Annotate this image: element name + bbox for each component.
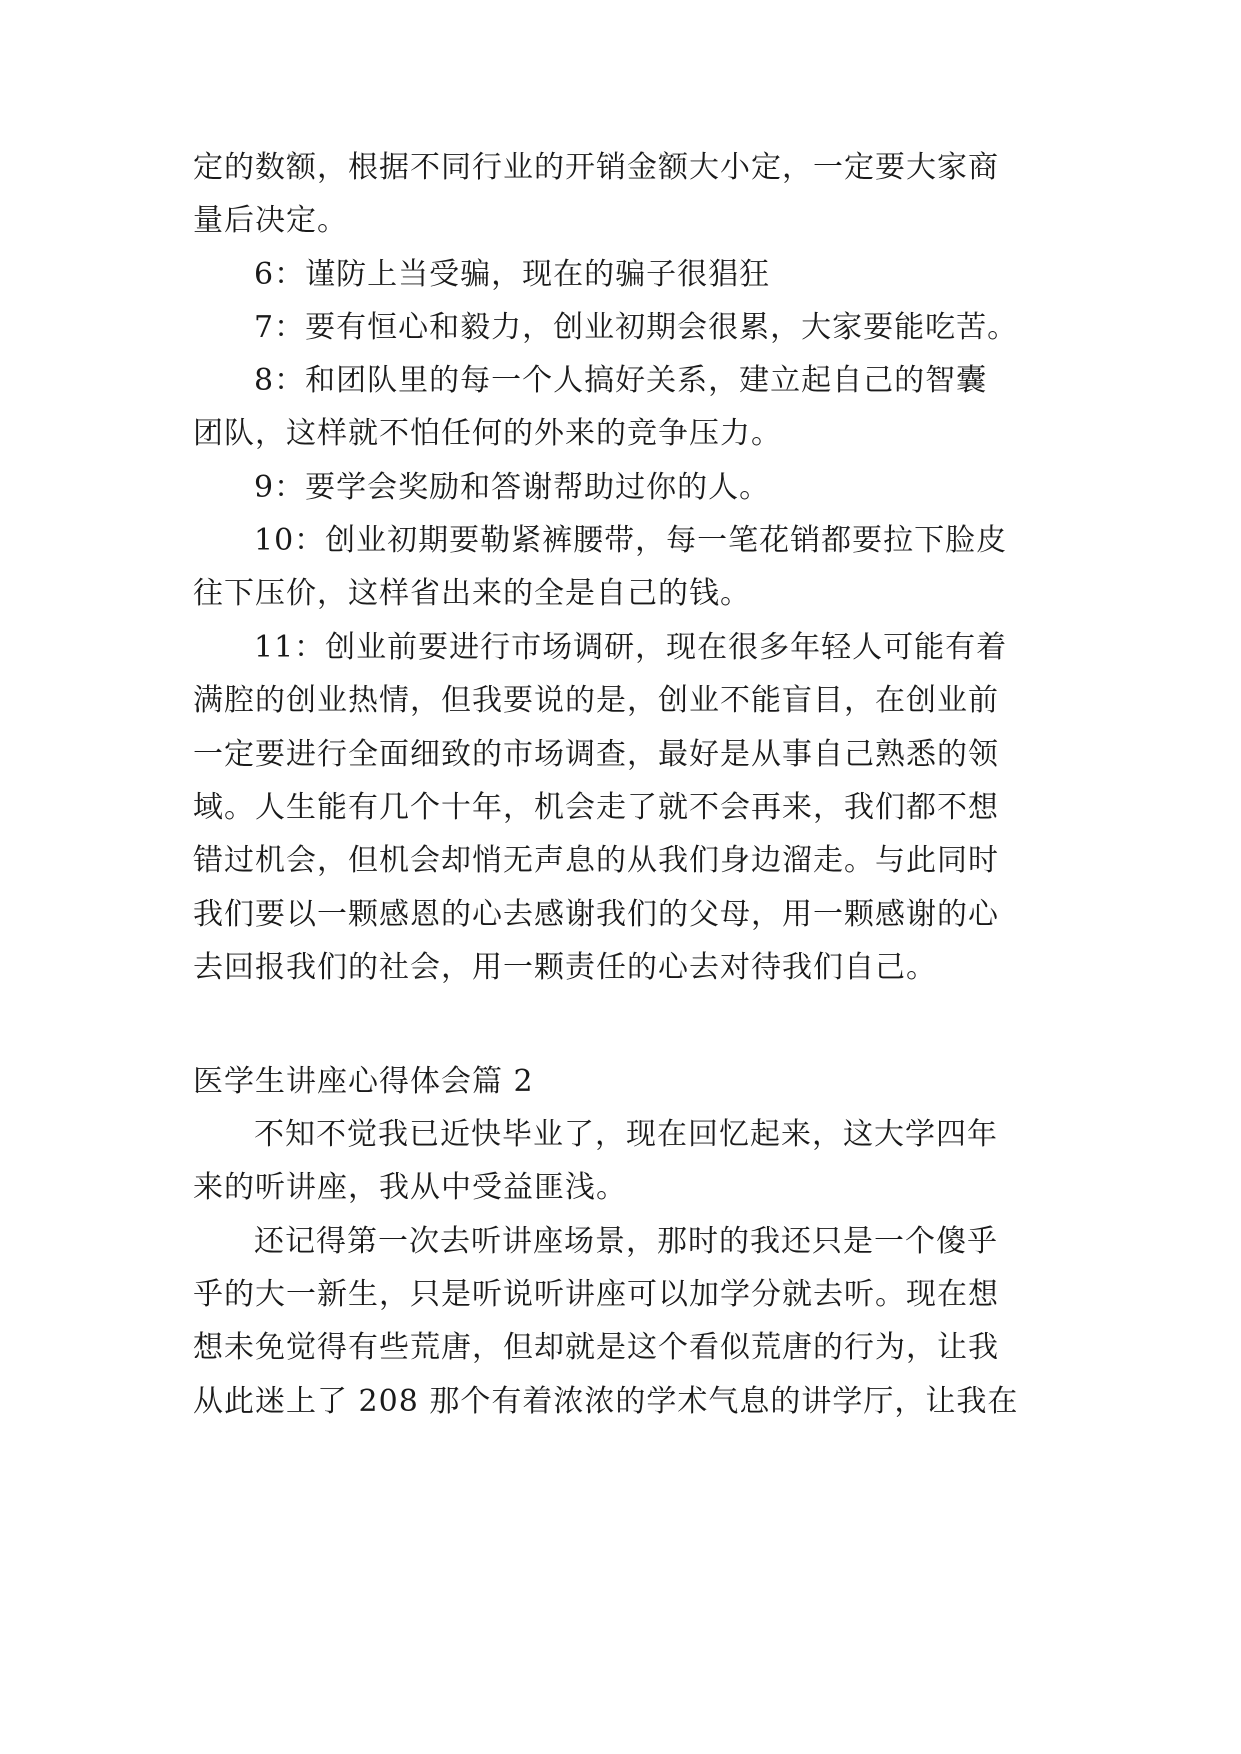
- paragraph-line: 满腔的创业热情，但我要说的是，创业不能盲目，在创业前: [193, 683, 999, 718]
- paragraph-line: 来的听讲座，我从中受益匪浅。: [193, 1170, 627, 1205]
- paragraph-line: 还记得第一次去听讲座场景，那时的我还只是一个傻乎: [254, 1224, 998, 1259]
- paragraph-line: 往下压价，这样省出来的全是自己的钱。: [193, 576, 751, 611]
- list-item-11: 11：创业前要进行市场调研，现在很多年轻人可能有着: [254, 630, 1008, 665]
- list-item-6: 6：谨防上当受骗，现在的骗子很猖狂: [254, 257, 771, 292]
- paragraph-line: 域。人生能有几个十年，机会走了就不会再来，我们都不想: [193, 790, 999, 825]
- paragraph-line: 错过机会，但机会却悄无声息的从我们身边溜走。与此同时: [193, 843, 999, 878]
- paragraph-line: 量后决定。: [193, 203, 348, 238]
- paragraph-line: 一定要进行全面细致的市场调查，最好是从事自己熟悉的领: [193, 737, 999, 772]
- list-item-9: 9：要学会奖励和答谢帮助过你的人。: [254, 470, 771, 505]
- list-item-8: 8：和团队里的每一个人搞好关系，建立起自己的智囊: [254, 363, 988, 398]
- list-item-7: 7：要有恒心和毅力，创业初期会很累，大家要能吃苦。: [254, 310, 1019, 345]
- paragraph-line: 想未免觉得有些荒唐，但却就是这个看似荒唐的行为，让我: [193, 1330, 999, 1365]
- paragraph-line: 定的数额，根据不同行业的开销金额大小定，一定要大家商: [193, 150, 999, 185]
- paragraph-line: 去回报我们的社会，用一颗责任的心去对待我们自己。: [193, 950, 937, 985]
- paragraph-line: 团队，这样就不怕任何的外来的竞争压力。: [193, 416, 782, 451]
- paragraph-line: 不知不觉我已近快毕业了，现在回忆起来，这大学四年: [254, 1117, 998, 1152]
- list-item-10: 10：创业初期要勒紧裤腰带，每一笔花销都要拉下脸皮: [254, 523, 1008, 558]
- paragraph-line: 乎的大一新生，只是听说听讲座可以加学分就去听。现在想: [193, 1277, 999, 1312]
- section-title: 医学生讲座心得体会篇 2: [193, 1064, 534, 1099]
- paragraph-line: 从此迷上了 208 那个有着浓浓的学术气息的讲学厅，让我在: [193, 1384, 1019, 1419]
- paragraph-line: 我们要以一颗感恩的心去感谢我们的父母，用一颗感谢的心: [193, 897, 999, 932]
